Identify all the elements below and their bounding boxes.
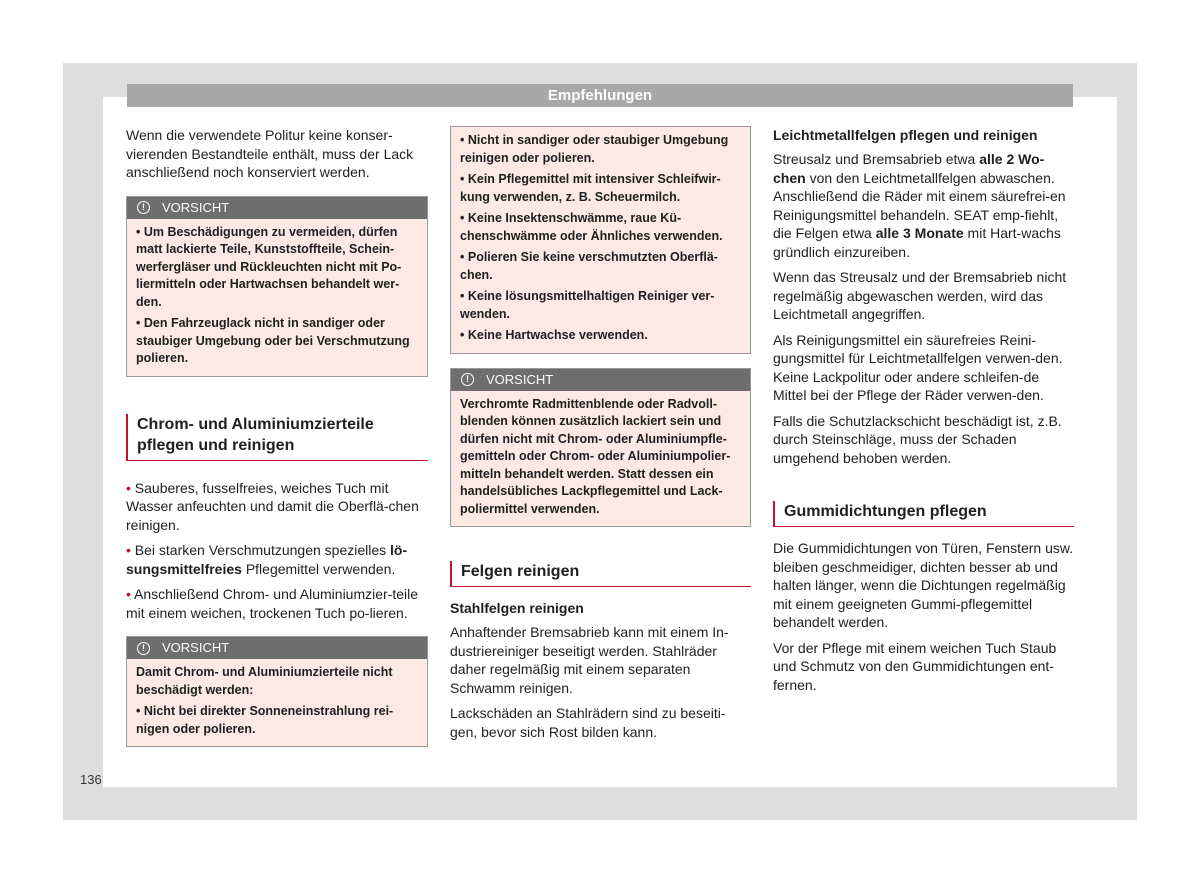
paragraph: Falls die Schutzlackschicht beschädigt ist, z.B. durch Steinschläge, muss der Schaden umgehend behoben werden.: [773, 412, 1062, 466]
column-1: [126, 126, 428, 757]
warning-header: [127, 637, 427, 659]
bullet-icon: •: [126, 479, 135, 496]
warning-box-caution-3: [450, 368, 751, 528]
column-3: [773, 126, 1074, 701]
warning-header: [127, 197, 427, 219]
bullet-icon: •: [136, 704, 144, 718]
warning-body: [127, 219, 427, 376]
paragraph: Als Reinigungsmittel ein säurefreies Reini-gungsmittel für Leichtmetallfelgen verwen-den. Keine Lackpolitur oder andere schleifen-de Mittel bei der Pflege der Räder verwen-den.: [773, 331, 1063, 403]
warning-item: • Nicht bei direkter Sonneneinstrahlung rei-nigen oder polieren.: [136, 704, 394, 736]
warning-item: • Polieren Sie keine verschmutzten Oberflä-chen.: [460, 250, 718, 282]
warning-box-caution-1: [126, 196, 428, 377]
warning-circle-icon: !: [461, 373, 474, 386]
section-header: Empfehlungen: [127, 84, 1073, 107]
warning-body: [127, 659, 427, 746]
warning-item: • Keine Insektenschwämme, raue Kü-chenschwämme oder Ähnliches verwenden.: [460, 211, 723, 243]
warning-item: • Keine lösungsmittelhaltigen Reiniger ver-wenden.: [460, 289, 715, 321]
bullet-icon: •: [460, 328, 468, 342]
paragraph: Anhaftender Bremsabrieb kann mit einem In-dustriereiniger beseitigt werden. Stahlräder daher regelmäßig mit einem separaten Schwamm reinigen.: [450, 624, 729, 696]
paragraph: Vor der Pflege mit einem weichen Tuch Staub und Schmutz von den Gummidichtungen ent-fernen.: [773, 639, 1057, 693]
list-item: • Anschließend Chrom- und Aluminiumzier-teile mit einem weichen, trockenen Tuch po-lieren.: [126, 586, 419, 621]
intro-paragraph: Wenn die verwendete Politur keine konser-vierenden Bestandteile enthält, muss der Lack anschließend noch konserviert werden.: [126, 127, 414, 180]
bullet-icon: •: [136, 316, 144, 330]
column-2: [450, 126, 751, 748]
warning-item: • Nicht in sandiger oder staubiger Umgebung reinigen oder polieren.: [460, 133, 729, 165]
warning-item: • Um Beschädigungen zu vermeiden, dürfen matt lackierte Teile, Kunststoffteile, Schein-werfergläser und Rückleuchten nicht mit Po-liermitteln oder Hartwachsen behandelt wer-den.: [136, 224, 402, 309]
warning-body: [451, 127, 750, 353]
subheading-stahlfelgen: Stahlfelgen reinigen: [450, 600, 584, 616]
section-heading-gummidichtungen: Gummidichtungen pflegen: [773, 501, 1074, 527]
paragraph: Wenn das Streusalz und der Bremsabrieb nicht regelmäßig abgewaschen werden, wird das Leichtmetall angegriffen.: [773, 269, 1067, 322]
paragraph: Streusalz und Bremsabrieb etwa alle 2 Wo-chen von den Leichtmetallfelgen abwaschen. Anschließend die Räder mit einem säurefrei-en Reinigungsmittel behandeln. SEAT emp-fiehlt, die Felgen etwa alle 3 Monate mit Hart-wachs gründlich einzureiben.: [773, 151, 1066, 260]
bullet-icon: •: [460, 133, 468, 147]
section-heading-felgen: Felgen reinigen: [450, 561, 751, 587]
warning-label: VORSICHT: [162, 640, 230, 655]
page-number: 136: [80, 772, 102, 787]
bullet-icon: •: [126, 542, 135, 558]
paragraph: Lackschäden an Stahlrädern sind zu beseiti-gen, bevor sich Rost bilden kann.: [450, 705, 726, 740]
warning-label: VORSICHT: [486, 371, 554, 387]
warning-circle-icon: !: [137, 201, 150, 214]
warning-label: VORSICHT: [162, 199, 230, 215]
section-heading-chrome: Chrom- und Aluminiumzierteile pflegen und reinigen: [126, 414, 428, 461]
warning-item: • Keine Hartwachse verwenden.: [460, 328, 648, 342]
bullet-icon: •: [136, 224, 144, 239]
warning-box-caution-2: [126, 636, 428, 747]
subheading-leichtmetallfelgen: Leichtmetallfelgen pflegen und reinigen: [773, 127, 1038, 143]
paragraph: Die Gummidichtungen von Türen, Fenstern usw. bleiben geschmeidiger, dichten besser ab und halten länger, wenn die Dichtungen regelmäßig mit einem geeigneten Gummi-pflegemittel behandelt werden.: [773, 540, 1074, 630]
warning-item: • Kein Pflegemittel mit intensiver Schleifwir-kung verwenden, z. B. Scheuermilch.: [460, 172, 721, 204]
warning-item: • Den Fahrzeuglack nicht in sandiger oder staubiger Umgebung oder bei Verschmutzung polieren.: [136, 316, 410, 365]
warning-box-continued: [450, 126, 751, 354]
bullet-icon: •: [460, 289, 468, 303]
warning-header: [451, 369, 750, 391]
bullet-icon: •: [460, 211, 468, 225]
list-item: • Bei starken Verschmutzungen spezielles lö-sungsmittelfreies Pflegemittel verwenden.: [126, 542, 408, 577]
bullet-icon: •: [460, 172, 468, 186]
warning-lead: Damit Chrom- und Aluminiumzierteile nicht beschädigt werden:: [136, 665, 393, 697]
warning-text: Verchromte Radmittenblende oder Radvoll-blenden können zusätzlich lackiert sein und dürfen nicht mit Chrom- oder Aluminiumpfle-gemitteln oder Chrom- oder Aluminiumpolier-mitteln behandelt werden. Statt dessen ein handelsübliches Lackpflegemittel und Lack-poliermittel verwenden.: [460, 396, 731, 516]
bullet-icon: •: [126, 586, 135, 602]
bullet-icon: •: [460, 250, 468, 264]
warning-body: [451, 391, 750, 527]
warning-circle-icon: !: [137, 642, 150, 655]
list-item: • Sauberes, fusselfreies, weiches Tuch mit Wasser anfeuchten und damit die Oberflä-chen reinigen.: [126, 479, 419, 533]
